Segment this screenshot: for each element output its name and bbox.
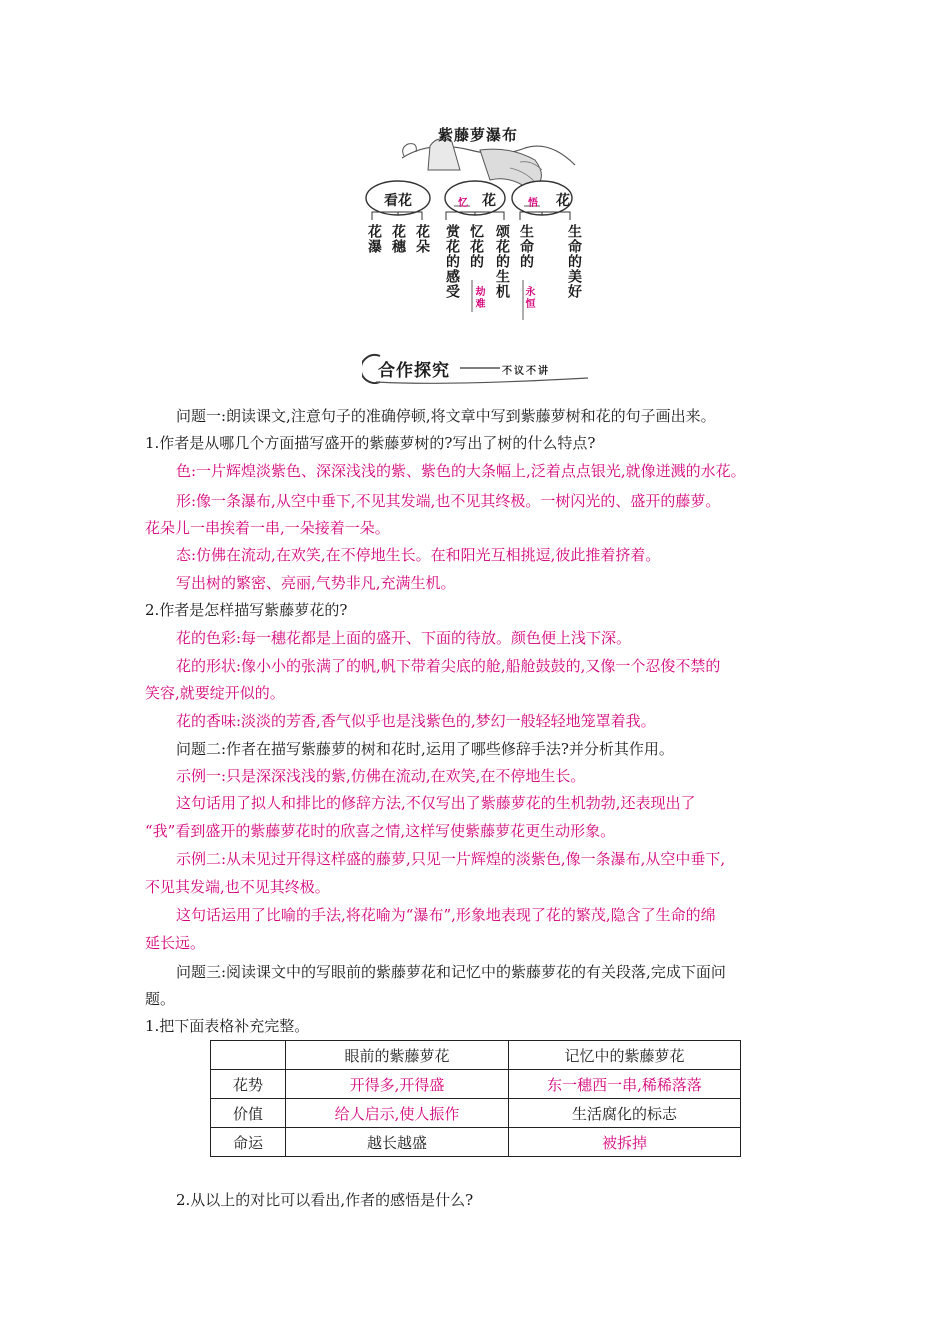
cloud-wu-fill: 悟 — [528, 198, 538, 209]
cell-now: 越长越盛 — [286, 1128, 509, 1157]
answer-flower-color: 花的色彩:每一穗花都是上面的盛开、下面的待放。颜色便上浅下深。 — [176, 629, 632, 647]
q3-item2: 2.从以上的对比可以看出,作者的感悟是什么? — [176, 1191, 474, 1209]
q3-intro-2: 题。 — [145, 990, 176, 1008]
example-2-analysis-1: 这句话运用了比喻的手法,将花喻为“瀑布”,形象地表现了花的繁茂,隐含了生命的绵 — [176, 906, 716, 924]
col-songhua: 颂花的生机 — [494, 224, 510, 299]
col-jienan-fill: 劫难 — [473, 286, 484, 310]
q3-intro-1: 问题三:阅读课文中的写眼前的紫藤萝花和记忆中的紫藤萝花的有关段落,完成下面问 — [176, 963, 726, 981]
cell-now: 开得多,开得盛 — [286, 1070, 509, 1099]
q1-item1: 1.作者是从哪几个方面描写盛开的紫藤萝树的?写出了树的什么特点? — [145, 434, 596, 452]
answer-flower-smell: 花的香味:淡淡的芳香,香气似乎也是浅紫色的,梦幻一般轻轻地笼罩着我。 — [176, 712, 656, 730]
cell-past: 东一穗西一串,稀稀落落 — [509, 1070, 741, 1099]
col-meihao: 生命的美好 — [566, 224, 582, 299]
table-row — [211, 1128, 741, 1157]
col-huapu: 花瀑 — [366, 224, 382, 254]
answer-state: 态:仿佛在流动,在欢笑,在不停地生长。在和阳光互相挑逗,彼此推着挤着。 — [176, 546, 661, 564]
cell-past: 被拆掉 — [509, 1128, 741, 1157]
diagram-title: 紫藤萝瀑布 — [438, 126, 519, 144]
answer-shape-1: 形:像一条瀑布,从空中垂下,不见其发端,也不见其终极。一树闪光的、盛开的藤萝。 — [176, 492, 721, 510]
cloud-yi — [445, 181, 505, 215]
cloud-wu-char: 花 — [556, 193, 570, 209]
table-header-cell — [211, 1041, 286, 1070]
answer-flower-shape-2: 笑容,就要绽开似的。 — [145, 684, 285, 702]
example-2-2: 不见其发端,也不见其终极。 — [145, 878, 330, 896]
example-2-1: 示例二:从未见过开得这样盛的藤萝,只见一片辉煌的淡紫色,像一条瀑布,从空中垂下, — [176, 850, 726, 868]
answer-color: 色:一片辉煌淡紫色、深深浅浅的紫、紫色的大条幅上,泛着点点银光,就像迸溅的水花。 — [176, 462, 746, 480]
table-header-row — [211, 1041, 741, 1070]
row-label: 价值 — [211, 1099, 286, 1128]
q2-intro: 问题二:作者在描写紫藤萝的树和花时,运用了哪些修辞手法?并分析其作用。 — [176, 740, 674, 758]
table-row — [211, 1099, 741, 1128]
example-1: 示例一:只是深深浅浅的紫,仿佛在流动,在欢笑,在不停地生长。 — [176, 767, 586, 785]
q1-item2: 2.作者是怎样描写紫藤萝花的? — [145, 601, 348, 619]
table-header-cell: 记忆中的紫藤萝花 — [509, 1041, 741, 1070]
answer-shape-2: 花朵儿一串挨着一串,一朵接着一朵。 — [145, 519, 390, 537]
cell-now: 给人启示,使人振作 — [286, 1099, 509, 1128]
col-shanghua: 赏花的感受 — [444, 224, 460, 299]
row-label: 命运 — [211, 1128, 286, 1157]
col-huasui: 花穗 — [390, 224, 406, 254]
q1-intro: 问题一:朗读课文,注意句子的准确停顿,将文章中写到紫藤萝树和花的句子画出来。 — [176, 407, 716, 425]
col-yihua: 忆花的 — [468, 224, 484, 269]
example-1-analysis-2: “我”看到盛开的紫藤萝花时的欣喜之情,这样写使紫藤萝花更生动形象。 — [145, 822, 616, 840]
col-shengming: 生命的 — [518, 224, 534, 269]
answer-feature: 写出树的繁密、亮丽,气势非凡,充满生机。 — [176, 574, 456, 592]
answer-flower-shape-1: 花的形状:像小小的张满了的帆,帆下带着尖底的舱,船舱鼓鼓的,又像一个忍俊不禁的 — [176, 657, 721, 675]
col-yongheng-fill: 永恒 — [523, 286, 534, 310]
banner-subtitle: 不议不讲 — [502, 366, 550, 377]
cloud-yi-fill: 忆 — [458, 198, 468, 209]
cloud-yi-char: 花 — [482, 193, 496, 209]
cell-past: 生活腐化的标志 — [509, 1099, 741, 1128]
table-row — [211, 1070, 741, 1099]
row-label: 花势 — [211, 1070, 286, 1099]
example-1-analysis-1: 这句话用了拟人和排比的修辞方法,不仅写出了紫藤萝花的生机勃勃,还表现出了 — [176, 794, 696, 812]
table-header-cell: 眼前的紫藤萝花 — [286, 1041, 509, 1070]
banner-title: 合作探究 — [378, 361, 450, 381]
example-2-analysis-2: 延长远。 — [145, 934, 206, 952]
q3-item1: 1.把下面表格补充完整。 — [145, 1017, 310, 1035]
col-huaduo: 花朵 — [414, 224, 430, 254]
comparison-table — [210, 1040, 741, 1157]
cloud-kan-label: 看花 — [384, 193, 412, 209]
